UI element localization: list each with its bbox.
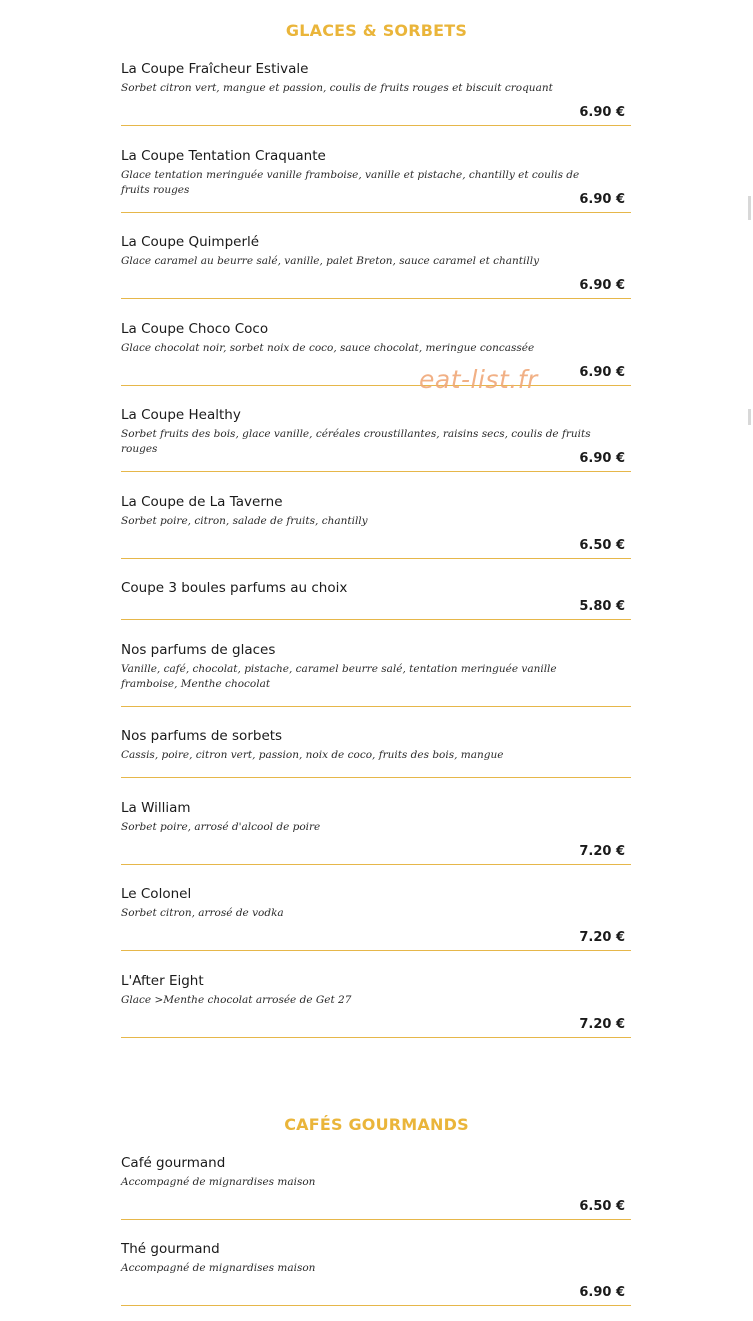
item-name: Nos parfums de glaces bbox=[121, 642, 276, 658]
item-description: Accompagné de mignardises maison bbox=[121, 1176, 316, 1188]
item-name: La Coupe Healthy bbox=[121, 407, 241, 423]
menu-item bbox=[121, 799, 631, 865]
item-name: Nos parfums de sorbets bbox=[121, 728, 283, 744]
item-name: La Coupe Choco Coco bbox=[121, 321, 269, 337]
item-divider bbox=[121, 125, 631, 126]
item-description: Glace chocolat noir, sorbet noix de coco, sauce chocolat, meringue concassée bbox=[121, 342, 535, 354]
section-title-cafes-gourmands: CAFÉS GOURMANDS bbox=[284, 1115, 469, 1134]
item-divider bbox=[121, 864, 631, 865]
watermark: eat-list.fr bbox=[419, 365, 538, 394]
item-description: Sorbet poire, arrosé d'alcool de poire bbox=[121, 821, 321, 833]
item-divider bbox=[121, 385, 631, 386]
item-description: Sorbet citron, arrosé de vodka bbox=[121, 907, 284, 919]
menu-item bbox=[121, 493, 631, 559]
item-name: Coupe 3 boules parfums au choix bbox=[121, 580, 348, 596]
item-price: 6.50 € bbox=[579, 538, 625, 553]
menu-item bbox=[121, 1154, 631, 1220]
menu-item bbox=[121, 60, 631, 126]
item-name: L'After Eight bbox=[121, 973, 204, 989]
item-description: Glace >Menthe chocolat arrosée de Get 27 bbox=[121, 994, 352, 1006]
menu-item bbox=[121, 885, 631, 951]
item-name: Le Colonel bbox=[121, 886, 192, 902]
item-divider bbox=[121, 706, 631, 707]
item-description: Cassis, poire, citron vert, passion, noix de coco, fruits des bois, mangue bbox=[121, 749, 504, 761]
item-divider bbox=[121, 1219, 631, 1220]
item-divider bbox=[121, 212, 631, 213]
item-price: 6.90 € bbox=[579, 1285, 625, 1300]
item-description: Sorbet fruits des bois, glace vanille, céréales croustillantes, raisins secs, coulis de fruits rouges bbox=[121, 428, 591, 455]
item-description: Sorbet poire, citron, salade de fruits, chantilly bbox=[121, 515, 368, 527]
section-title-glaces-sorbets: GLACES & SORBETS bbox=[285, 21, 468, 40]
item-price: 6.90 € bbox=[579, 105, 625, 120]
item-divider bbox=[121, 1305, 631, 1306]
item-name: La Coupe Tentation Craquante bbox=[121, 148, 326, 164]
item-divider bbox=[121, 1037, 631, 1038]
menu-item bbox=[121, 727, 631, 778]
menu-item bbox=[121, 1240, 631, 1306]
menu-item bbox=[121, 579, 631, 620]
item-name: La Coupe de La Taverne bbox=[121, 494, 283, 510]
item-description: Glace caramel au beurre salé, vanille, palet Breton, sauce caramel et chantilly bbox=[121, 255, 540, 267]
edge-scroll-mark bbox=[748, 409, 751, 425]
menu-item bbox=[121, 641, 631, 707]
item-divider bbox=[121, 558, 631, 559]
item-name: Café gourmand bbox=[121, 1155, 226, 1171]
item-price: 7.20 € bbox=[579, 844, 625, 859]
item-price: 6.90 € bbox=[579, 365, 625, 380]
menu-item bbox=[121, 233, 631, 299]
item-description: Vanille, café, chocolat, pistache, caramel beurre salé, tentation meringuée vanille framboise, Menthe chocolat bbox=[121, 663, 557, 690]
menu-item bbox=[121, 406, 631, 472]
item-price: 7.20 € bbox=[579, 1017, 625, 1032]
item-name: La Coupe Quimperlé bbox=[121, 234, 260, 250]
item-description: Accompagné de mignardises maison bbox=[121, 1262, 316, 1274]
item-description: Glace tentation meringuée vanille framboise, vanille et pistache, chantilly et coulis de fruits rouges bbox=[121, 169, 580, 196]
item-description: Sorbet citron vert, mangue et passion, coulis de fruits rouges et biscuit croquant bbox=[121, 82, 553, 94]
item-divider bbox=[121, 619, 631, 620]
item-divider bbox=[121, 777, 631, 778]
item-name: La William bbox=[121, 800, 191, 816]
menu-item bbox=[121, 147, 631, 213]
edge-scroll-mark bbox=[748, 196, 751, 220]
item-name: Thé gourmand bbox=[121, 1241, 220, 1257]
item-price: 6.90 € bbox=[579, 192, 625, 207]
item-price: 6.50 € bbox=[579, 1199, 625, 1214]
item-price: 6.90 € bbox=[579, 451, 625, 466]
item-price: 6.90 € bbox=[579, 278, 625, 293]
item-divider bbox=[121, 950, 631, 951]
item-name: La Coupe Fraîcheur Estivale bbox=[121, 61, 309, 77]
menu-item bbox=[121, 972, 631, 1038]
item-divider bbox=[121, 471, 631, 472]
item-price: 7.20 € bbox=[579, 930, 625, 945]
menu-item bbox=[121, 320, 631, 386]
item-price: 5.80 € bbox=[579, 599, 625, 614]
item-divider bbox=[121, 298, 631, 299]
